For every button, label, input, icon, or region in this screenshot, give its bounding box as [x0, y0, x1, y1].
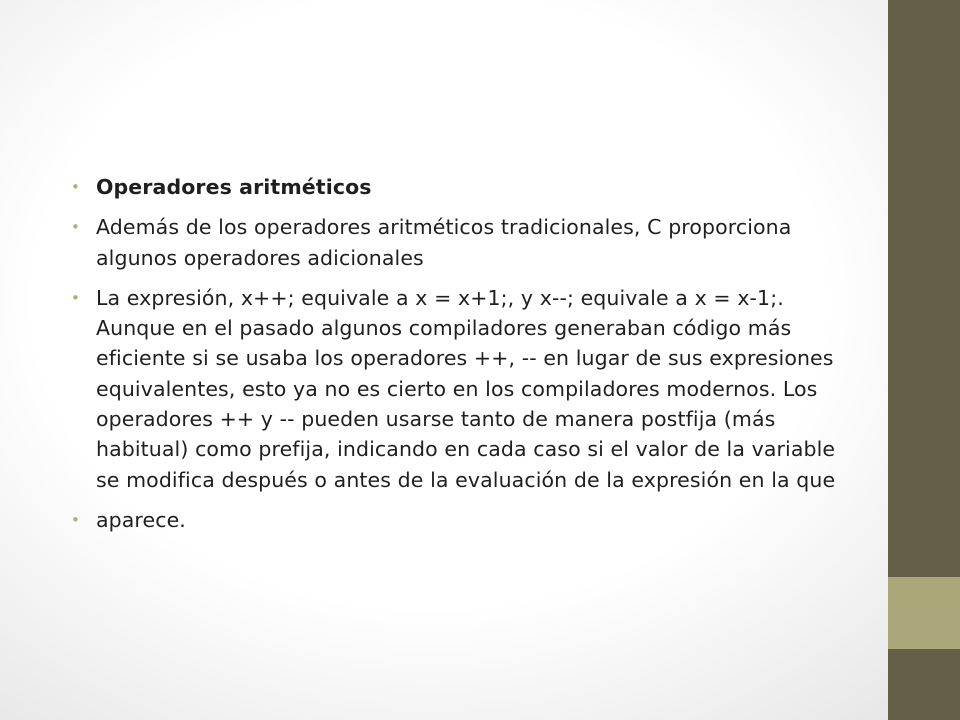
bullet-item: [70, 283, 860, 495]
bullet-text: aparece.: [96, 507, 186, 532]
bullet-text: La expresión, x++; equivale a x = x+1;, y x--; equivale a x = x-1;. Aunque en el pasado algunos compiladores generaban código más eficiente si se usaba los operadores ++, -- en lugar de sus expresiones equivalentes, esto ya no es cierto en los compiladores modernos. Los operadores ++ y -- pueden usarse tanto de manera postfija (más habitual) como prefija, indicando en cada caso si el valor de la variable se modifica después o antes de la evaluación de la expresión en la que: [96, 285, 836, 492]
bullet-item: [70, 212, 860, 273]
bullet-icon: •: [71, 510, 80, 529]
bullet-item-title: [70, 172, 860, 202]
bullet-icon: •: [71, 218, 80, 237]
bullet-text: Además de los operadores aritméticos tradicionales, C proporciona algunos operadores adicionales: [96, 215, 792, 270]
sidebar-accent-band: [888, 577, 960, 649]
bullet-text: Operadores aritméticos: [96, 175, 372, 199]
bullet-item: [70, 505, 860, 535]
bullet-icon: •: [71, 288, 80, 307]
bullet-icon: •: [71, 178, 80, 196]
slide-content: [70, 172, 860, 545]
